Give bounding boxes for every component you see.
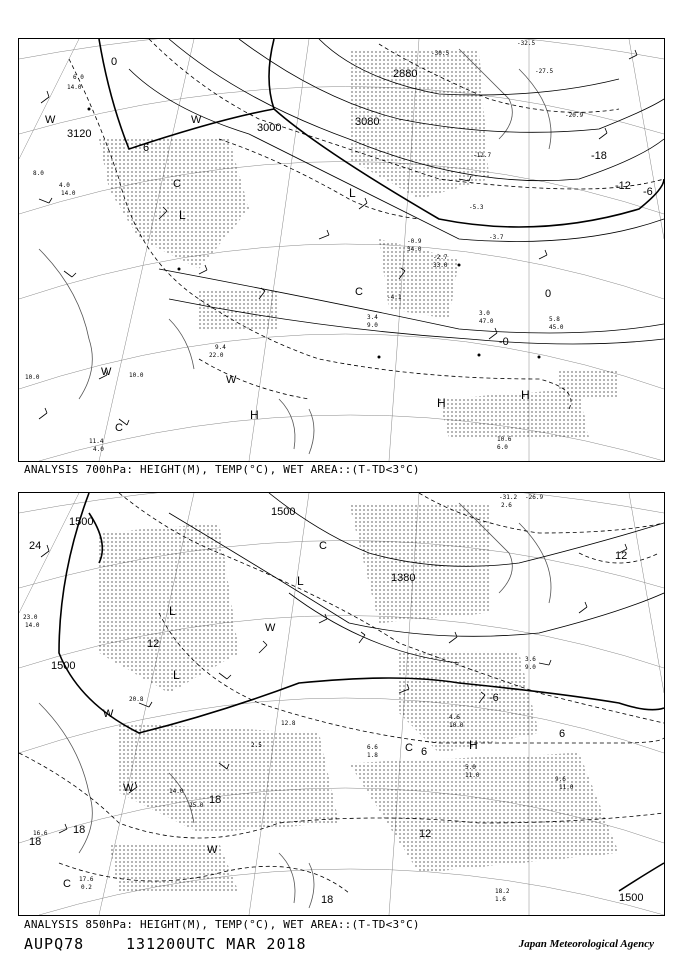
station-value: 11.0 xyxy=(465,772,480,779)
temp-label: 18 xyxy=(321,894,334,906)
station-value: 2.5 xyxy=(251,742,262,749)
warm-marker: W xyxy=(207,844,218,856)
station-value: 45.0 xyxy=(549,324,564,331)
station-value: 1.6 xyxy=(495,896,506,903)
temp-label: 6 xyxy=(421,746,428,758)
height-label: 1500 xyxy=(69,516,94,528)
caption-850hpa xyxy=(24,918,420,931)
station-value: -3.7 xyxy=(489,234,504,241)
low-marker: L xyxy=(297,574,304,588)
station-value: 25.0 xyxy=(189,802,204,809)
station-value: -30.5 xyxy=(431,50,450,57)
station-value: 3.0 xyxy=(479,310,490,317)
station-value: 18.2 xyxy=(495,888,510,895)
station-value: 9.0 xyxy=(367,322,378,329)
temp-label: 0 xyxy=(111,56,118,68)
station-value: 12.8 xyxy=(281,720,296,727)
height-label: 3120 xyxy=(67,128,92,140)
station-value: 11.4 xyxy=(89,438,104,445)
temp-label: 0 xyxy=(545,288,552,300)
temp-label: -18 xyxy=(591,150,607,162)
temp-label: 24 xyxy=(29,540,42,552)
station-value: 0.2 xyxy=(81,884,92,891)
station-value: 20.8 xyxy=(129,696,144,703)
station-value: 9.6 xyxy=(555,776,566,783)
station-value: 23.0 xyxy=(23,614,38,621)
caption-fields: HEIGHT(M), TEMP(°C), xyxy=(140,463,277,476)
station-value: -0.9 xyxy=(407,238,422,245)
station-value: 10.0 xyxy=(449,722,464,729)
warm-marker: W xyxy=(191,114,202,126)
warm-marker: W xyxy=(265,622,276,634)
temp-label: -6 xyxy=(643,186,653,198)
chart-code: AUPQ78 xyxy=(24,935,85,953)
height-label: 2880 xyxy=(393,68,418,80)
station-value: 3.6 xyxy=(525,656,536,663)
temp-label: 12 xyxy=(615,550,628,562)
station-value: 34.0 xyxy=(407,246,422,253)
station-value: 22.0 xyxy=(209,352,224,359)
station-value: -12.7 xyxy=(473,152,492,159)
station-value: 10.6 xyxy=(497,436,512,443)
station-value: 6.0 xyxy=(497,444,508,451)
caption-wet: WET AREA::(T-TD<3°C) xyxy=(283,918,420,931)
temp-label: -6 xyxy=(489,692,499,704)
station-value: 10.0 xyxy=(129,372,144,379)
station-value: 17.6 xyxy=(79,876,94,883)
height-label: 1500 xyxy=(51,660,76,672)
low-marker: L xyxy=(173,668,180,682)
low-marker: L xyxy=(179,208,186,222)
station-value: 4.0 xyxy=(93,446,104,453)
caption-title: ANALYSIS 700hPa: xyxy=(24,463,134,476)
temp-label: 12 xyxy=(419,828,432,840)
station-value: 9.0 xyxy=(525,664,536,671)
station-value: -27.5 xyxy=(535,68,554,75)
station-value: -32.5 xyxy=(517,40,536,47)
station-value: -20.9 xyxy=(565,112,584,119)
height-label: 1500 xyxy=(619,892,644,904)
height-label: 1380 xyxy=(391,572,416,584)
map-700hpa xyxy=(19,39,664,461)
high-marker: H xyxy=(521,388,530,402)
station-value: 14.0 xyxy=(169,788,184,795)
temp-label: -12 xyxy=(615,180,631,192)
cold-marker: C xyxy=(115,422,123,434)
warm-marker: W xyxy=(101,366,112,378)
station-value: 9.4 xyxy=(215,344,226,351)
chart-850hpa xyxy=(18,492,665,916)
high-marker: H xyxy=(437,396,446,410)
station-value: 1.8 xyxy=(367,752,378,759)
cold-marker: C xyxy=(405,742,413,754)
chart-700hpa xyxy=(18,38,665,462)
station-value: 8.0 xyxy=(33,170,44,177)
station-value: 14.0 xyxy=(61,190,76,197)
high-marker: H xyxy=(469,738,478,752)
station-value: -26.9 xyxy=(525,494,544,501)
agency-name: Japan Meteorological Agency xyxy=(518,938,654,950)
wind-barbs xyxy=(39,50,637,425)
height-label: 1500 xyxy=(271,506,296,518)
station-value: 6.0 xyxy=(73,74,84,81)
temp-label: 12 xyxy=(147,638,160,650)
station-value: -5.3 xyxy=(469,204,484,211)
map-850hpa xyxy=(19,493,664,915)
station-value: 10.0 xyxy=(25,374,40,381)
high-marker: H xyxy=(250,408,259,422)
cold-marker: C xyxy=(319,540,327,552)
station-value: -31.2 xyxy=(499,494,518,501)
temp-label: 6 xyxy=(559,728,566,740)
station-value: 47.0 xyxy=(479,318,494,325)
height-label: 3000 xyxy=(257,122,282,134)
temp-label: 18 xyxy=(29,836,42,848)
station-value: 3.4 xyxy=(367,314,378,321)
warm-marker: W xyxy=(123,782,134,794)
caption-wet: WET AREA::(T-TD<3°C) xyxy=(283,463,420,476)
cold-marker: C xyxy=(63,878,71,890)
station-value: 5.0 xyxy=(465,764,476,771)
station-value: 5.8 xyxy=(549,316,560,323)
warm-marker: W xyxy=(45,114,56,126)
station-value: 14.0 xyxy=(25,622,40,629)
temp-label: -0 xyxy=(499,336,509,348)
station-value: 16.6 xyxy=(33,830,48,837)
station-value: -2.7 xyxy=(433,254,448,261)
caption-700hpa xyxy=(24,463,420,476)
station-value: 4.6 xyxy=(449,714,460,721)
station-value: 4.0 xyxy=(59,182,70,189)
low-marker: L xyxy=(169,604,176,618)
station-value: 2.6 xyxy=(501,502,512,509)
station-value: 11.0 xyxy=(559,784,574,791)
temp-label: 18 xyxy=(209,794,222,806)
warm-marker: W xyxy=(226,374,237,386)
caption-fields: HEIGHT(M), TEMP(°C), xyxy=(140,918,277,931)
low-marker: L xyxy=(349,186,356,200)
cold-marker: C xyxy=(173,178,181,190)
chart-datetime: 131200UTC MAR 2018 xyxy=(126,935,307,953)
station-value: -4.1 xyxy=(387,294,402,301)
cold-marker: C xyxy=(355,286,363,298)
station-value: 6.6 xyxy=(367,744,378,751)
height-label: 3080 xyxy=(355,116,380,128)
warm-marker: W xyxy=(103,708,114,720)
station-value: 14.0 xyxy=(67,84,82,91)
station-value: 33.0 xyxy=(433,262,448,269)
temp-label: 6 xyxy=(143,142,150,154)
temp-label: 18 xyxy=(73,824,86,836)
caption-title: ANALYSIS 850hPa: xyxy=(24,918,134,931)
